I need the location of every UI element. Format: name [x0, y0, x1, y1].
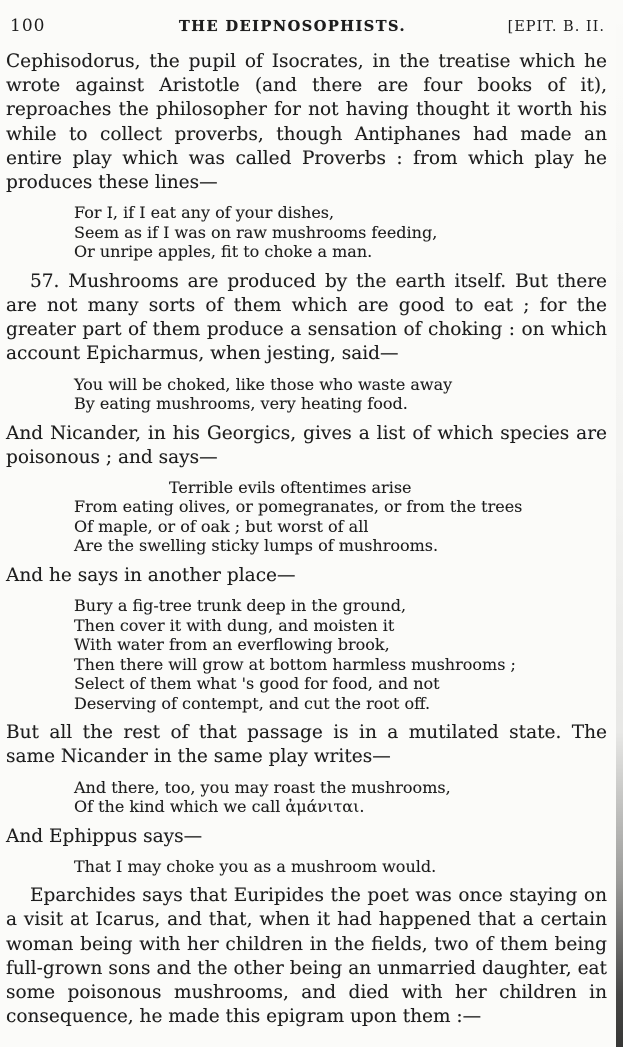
verse-quote	[74, 596, 607, 713]
verse-line: Deserving of contempt, and cut the root off.	[74, 693, 431, 713]
verse-line: Then cover it with dung, and moisten it	[74, 615, 395, 635]
verse-line: That I may choke you as a mushroom would.	[74, 856, 437, 876]
verse-line: And there, too, you may roast the mushrooms,	[74, 777, 451, 797]
paragraph: Cephisodorus, the pupil of Isocrates, in the treatise which he wrote against Aristotle (and there are four books of it), reproaches the philosopher for not having thought it worth his while to collect proverbs, though Antiphanes had made an entire play which was called Proverbs : from which play he produces these lines—	[6, 51, 607, 194]
paragraph: And Ephippus says—	[6, 825, 203, 847]
verse-line: From eating olives, or pomegranates, or from the trees	[74, 497, 523, 517]
header-section-label: [EPIT. B. II.	[507, 19, 605, 35]
scan-edge-artifact	[616, 0, 623, 1047]
running-header	[6, 16, 607, 36]
verse-line: By eating mushrooms, very heating food.	[74, 394, 408, 414]
verse-quote	[74, 203, 607, 262]
verse-quote	[74, 778, 607, 817]
paragraph: Eparchides says that Euripides the poet was once staying on a visit at Icarus, and that, when it had happened that a certain woman being with her children in the fields, two of them being full-grown sons and the other being an unmarried daughter, eat some poisonous mushrooms, and died with her children in consequence, he made this epigram upon them :—	[6, 885, 607, 1028]
verse-quote	[74, 375, 607, 414]
paragraph: But all the rest of that passage is in a mutilated state. The same Nicander in the same play writes—	[6, 722, 607, 768]
verse-line: For I, if I eat any of your dishes,	[74, 203, 335, 223]
verse-line: Seem as if I was on raw mushrooms feeding,	[74, 222, 438, 242]
verse-line: With water from an everflowing brook,	[74, 635, 390, 655]
page-content	[6, 50, 607, 1029]
verse-line: Or unripe apples, fit to choke a man.	[74, 242, 373, 262]
verse-line: Terrible evils oftentimes arise	[169, 477, 412, 497]
paragraph: And he says in another place—	[6, 564, 296, 586]
paragraph: 57. Mushrooms are produced by the earth itself. But there are not many sorts of them which are good to eat ; for the greater part of them produce a sensation of choking : on which account Epicharmus, when jesting, said—	[6, 270, 607, 365]
paragraph: And Nicander, in his Georgics, gives a list of which species are poisonous ; and says—	[6, 422, 607, 468]
verse-line: Bury a fig-tree trunk deep in the ground,	[74, 596, 407, 616]
verse-line: You will be choked, like those who waste away	[74, 374, 453, 394]
verse-line: Are the swelling sticky lumps of mushrooms.	[74, 536, 439, 556]
verse-line: Then there will grow at bottom harmless mushrooms ;	[74, 654, 516, 674]
running-title: THE DEIPNOSOPHISTS.	[178, 18, 407, 35]
verse-line: Of the kind which we call ἀμάνιται.	[74, 797, 365, 817]
verse-line: Of maple, or of oak ; but worst of all	[74, 516, 369, 536]
verse-quote	[74, 857, 607, 877]
verse-line: Select of them what 's good for food, and not	[74, 674, 440, 694]
page-number: 100	[10, 16, 46, 36]
verse-quote	[74, 478, 607, 556]
